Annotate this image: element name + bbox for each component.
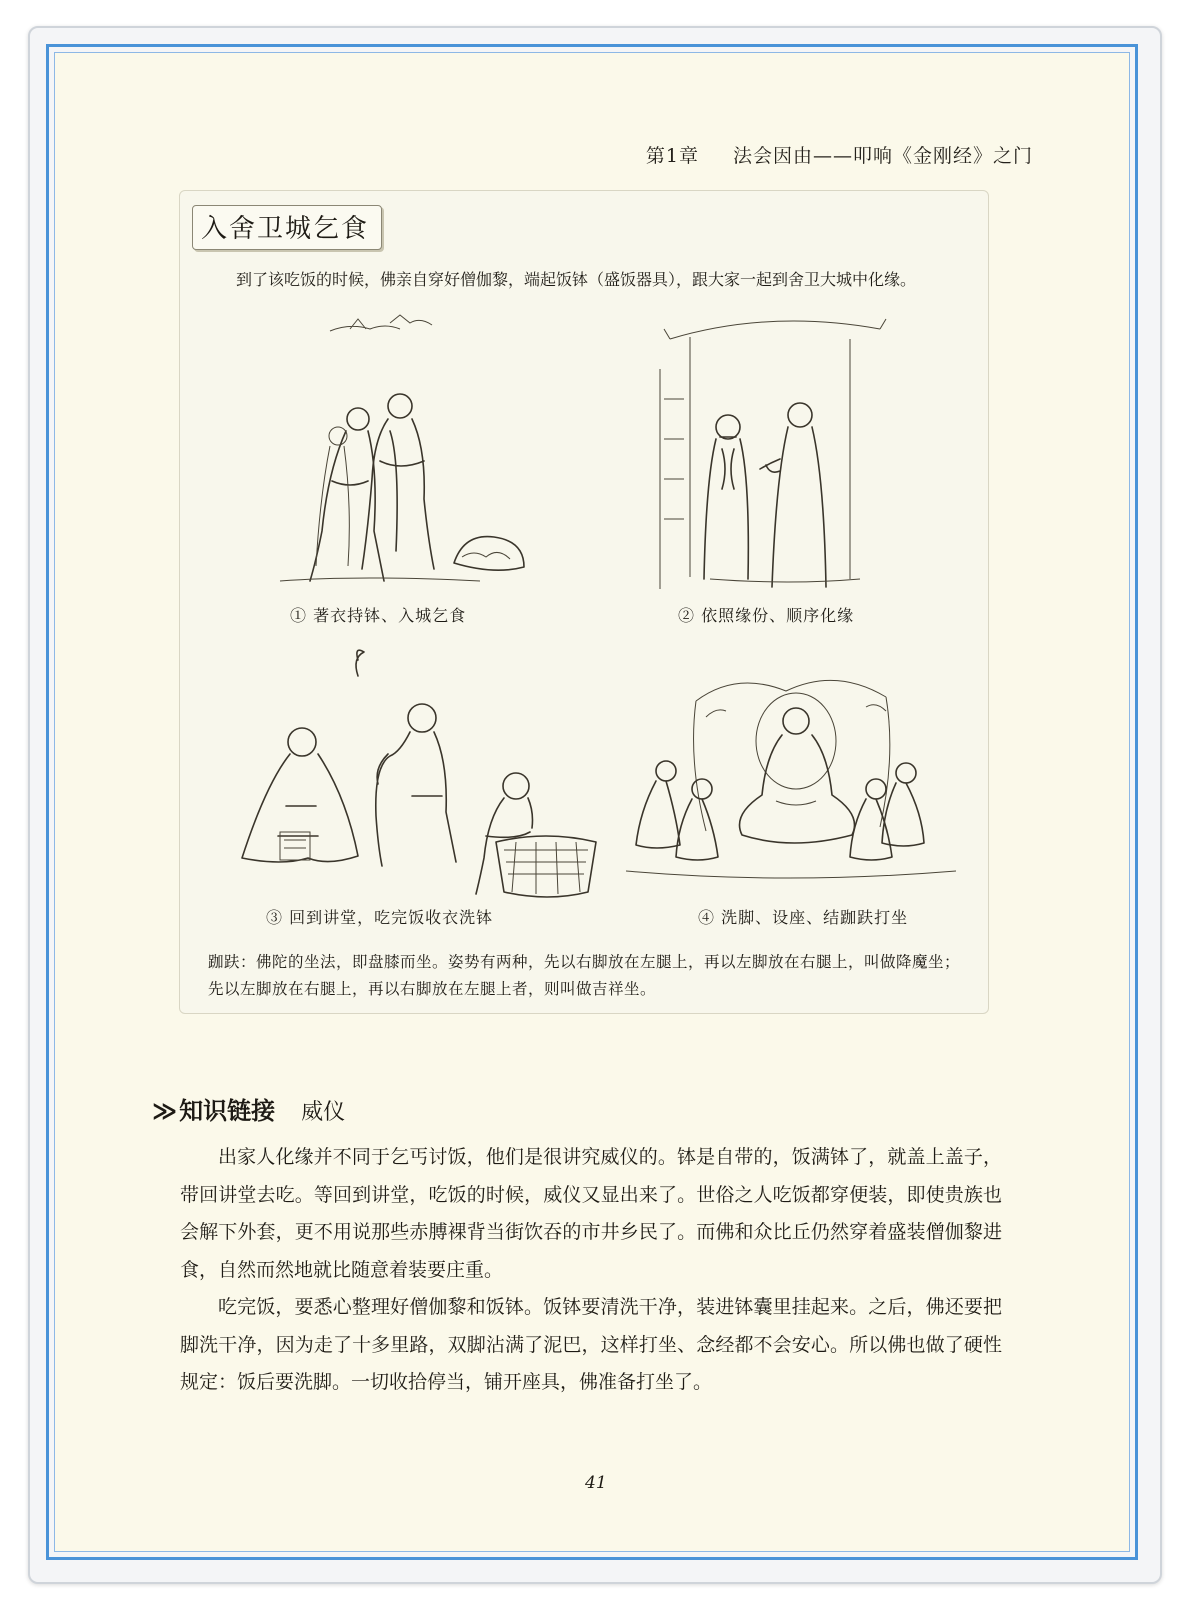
figure-title: 入舍卫城乞食 (192, 205, 382, 250)
alms-at-gate-illustration (650, 309, 890, 599)
buddha-seated-illustration (626, 661, 956, 901)
running-head (646, 141, 1033, 168)
book-page (54, 52, 1130, 1552)
body-paragraph-2: 吃完饭，要悉心整理好僧伽黎和饭钵。饭钵要清洗干净，装进钵囊里挂起来。之后，佛还要把脚洗干净，因为走了十多里路，双脚沾满了泥巴，这样打坐、念经都不会安心。所以佛也做了硬性规定：饭后要洗脚。一切收拾停当，铺开座具，佛准备打坐了。 (180, 1296, 1002, 1393)
panel-1-caption: ① 著衣持钵、入城乞食 (290, 606, 467, 625)
panel-3-caption: ③ 回到讲堂，吃完饭收衣洗钵 (266, 908, 494, 927)
body-paragraph-1: 出家人化缘并不同于乞丐讨饭，他们是很讲究威仪的。钵是自带的，饭满钵了，就盖上盖子，带回讲堂去吃。等回到讲堂，吃饭的时候，威仪又显出来了。世俗之人吃饭都穿便装，即使贵族也会解下外套，更不用说那些赤膊裸背当街饮吞的市井乡民了。而佛和众比丘仍然穿着盛装僧伽黎进食，自然而然地就比随意着装要庄重。 (180, 1146, 1002, 1281)
monks-washing-illustration (216, 636, 616, 906)
monks-walking-illustration (240, 311, 540, 601)
section-label: 知识链接 (179, 1097, 276, 1125)
figure-intro: 到了该吃饭的时候，佛亲自穿好僧伽黎，端起饭钵（盛饭器具），跟大家一起到舍卫大城中化缘。 (236, 270, 917, 289)
section-heading (152, 1091, 345, 1126)
section-marker-icon: ≫ (152, 1097, 178, 1125)
illustration-box (179, 190, 989, 1014)
panel-2-caption: ② 依照缘份、顺序化缘 (678, 606, 855, 625)
figure-footnote: 跏趺：佛陀的坐法，即盘膝而坐。姿势有两种，先以右脚放在左腿上，再以左脚放在右腿上，叫做降魔坐；先以左脚放在右腿上，再以右脚放在左腿上者，则叫做吉祥坐。 (208, 953, 961, 998)
chapter-title: 法会因由——叩响《金刚经》之门 (732, 145, 1033, 167)
panel-4-caption: ④ 洗脚、设座、结跏趺打坐 (698, 908, 909, 927)
page-number: 41 (585, 1473, 607, 1493)
chapter-number: 第1章 (645, 145, 699, 167)
section-topic: 威仪 (301, 1100, 346, 1125)
body-text (180, 1139, 1002, 1402)
